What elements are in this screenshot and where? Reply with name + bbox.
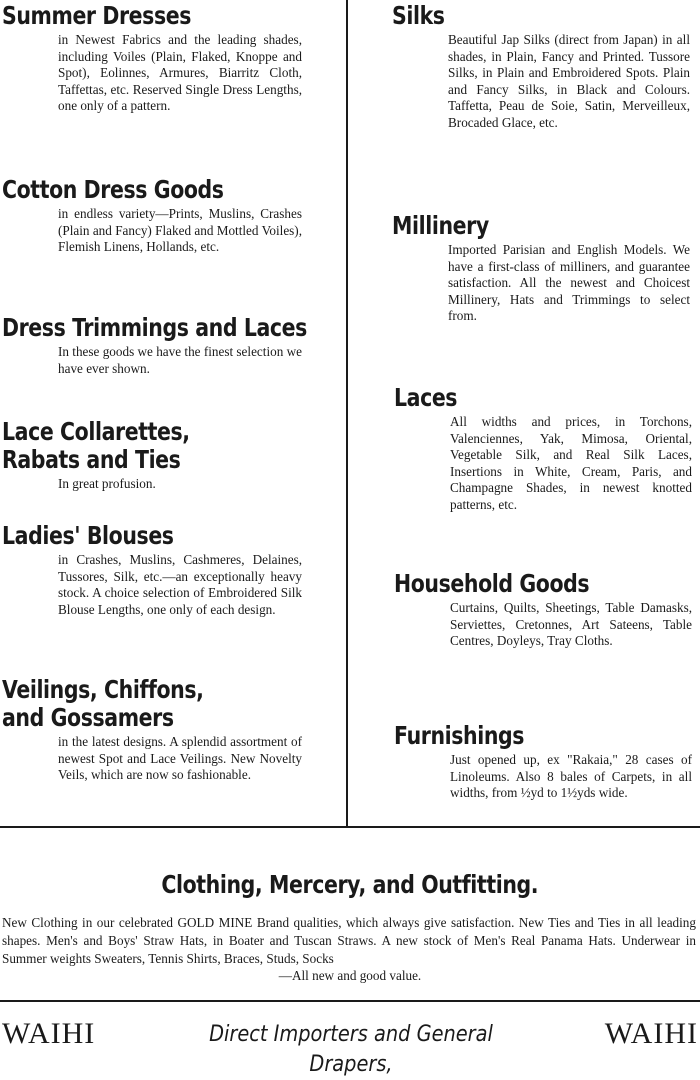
- section-divider: [0, 826, 700, 828]
- section-dress-trimmings: [2, 314, 336, 377]
- section-text: Curtains, Quilts, Sheetings, Table Damasks, Serviettes, Cretonnes, Art Sateens, Table Centres, Doyleys, Tray Cloths.: [450, 600, 692, 648]
- section-text: In these goods we have the finest selection we have ever shown.: [58, 344, 302, 376]
- section-millinery: [392, 212, 698, 325]
- section-silks: [392, 2, 698, 131]
- section-household-goods: [394, 570, 700, 650]
- section-text: Beautiful Jap Silks (direct from Japan) in all shades, in Plain, Fancy and Printed. Tussore Silks, in Plain and Embroidered Spots. Plain and Fancy Silks, in Black and Colours. Taffetta, Peau de Soie, Satin, Merveilleux, Brocaded Glace, etc.: [448, 32, 690, 130]
- section-veilings: [2, 676, 332, 784]
- footer-left-waihi: WAIHI: [2, 1017, 96, 1050]
- section-heading: Cotton Dress Goods: [2, 175, 224, 204]
- section-heading-line2: and Gossamers: [2, 703, 174, 732]
- section-heading: Millinery: [392, 211, 489, 240]
- section-text: Just opened up, ex "Rakaia," 28 cases of Linoleums. Also 8 bales of Carpets, in all widths, from ½yd to 1½yds wide.: [450, 752, 692, 800]
- section-text: in endless variety—Prints, Muslins, Crashes (Plain and Fancy) Flaked and Mottled Voiles), Flemish Linens, Hollands, etc.: [58, 206, 302, 254]
- section-heading-line2: Rabats and Ties: [2, 445, 181, 474]
- footer-right-waihi: WAIHI: [604, 1017, 698, 1050]
- section-text: Imported Parisian and English Models. We have a first-class of milliners, and guarantee satisfaction. All the newest and Choicest Millinery, Hats and Trimmings to select from.: [448, 242, 690, 323]
- clothing-text: New Clothing in our celebrated GOLD MINE Brand qualities, which always give satisfaction. New Ties and Ties in all leading shapes. Men's and Boys' Straw Hats, in Boater and Tuscan Straws. A new stock of Men's Real Panama Hats. Underwear in Summer weights Sweaters, Tennis Shirts, Braces, Studs, Socks: [2, 915, 696, 966]
- section-heading: Silks: [392, 1, 445, 30]
- section-text: in Crashes, Muslins, Cashmeres, Delaines, Tussores, Silk, etc.—an exceptionally heavy stock. A choice selection of Embroidered Silk Blouse Lengths, one only of each design.: [58, 552, 302, 617]
- section-lace-collarettes: [2, 418, 332, 493]
- section-text: In great profusion.: [58, 476, 156, 491]
- section-heading: Summer Dresses: [2, 1, 192, 30]
- clothing-title: [0, 870, 700, 899]
- section-summer-dresses: [2, 2, 332, 115]
- section-heading: Furnishings: [394, 721, 525, 750]
- section-laces: [394, 384, 700, 513]
- section-heading: Dress Trimmings and Laces: [2, 313, 307, 342]
- section-heading: Laces: [394, 383, 458, 412]
- section-heading: Ladies' Blouses: [2, 521, 174, 550]
- clothing-title-text: Clothing, Mercery, and Outfitting.: [161, 870, 539, 899]
- section-heading: Lace Collarettes,: [2, 417, 190, 446]
- section-heading: Veilings, Chiffons,: [2, 675, 204, 704]
- footer-tagline: [146, 1020, 556, 1080]
- clothing-last-line: —All new and good value.: [278, 968, 422, 983]
- column-divider: [346, 0, 348, 826]
- section-furnishings: [394, 722, 700, 802]
- section-heading: Household Goods: [394, 569, 590, 598]
- section-text: in Newest Fabrics and the leading shades, including Voiles (Plain, Flaked, Knoppe and Spot), Eolinnes, Armures, Biarritz Cloth, Taffettas, etc. Reserved Single Dress Lengths, one only of a pattern.: [58, 32, 302, 113]
- footer: [0, 1016, 700, 1077]
- section-text: All widths and prices, in Torchons, Valenciennes, Yak, Mimosa, Oriental, Vegetable Silk, and Real Silk Laces, Insertions in White, Cream, Paris, and Champagne Shades, in newest knotted patterns, etc.: [450, 414, 692, 512]
- footer-divider: [0, 1000, 700, 1002]
- footer-tagline-text: Direct Importers and General Drapers,: [209, 1022, 493, 1077]
- section-ladies-blouses: [2, 522, 332, 618]
- section-cotton-dress-goods: [2, 176, 332, 256]
- section-text: in the latest designs. A splendid assortment of newest Spot and Lace Veilings. New Novelty Veils, which are now so fashionable.: [58, 734, 302, 782]
